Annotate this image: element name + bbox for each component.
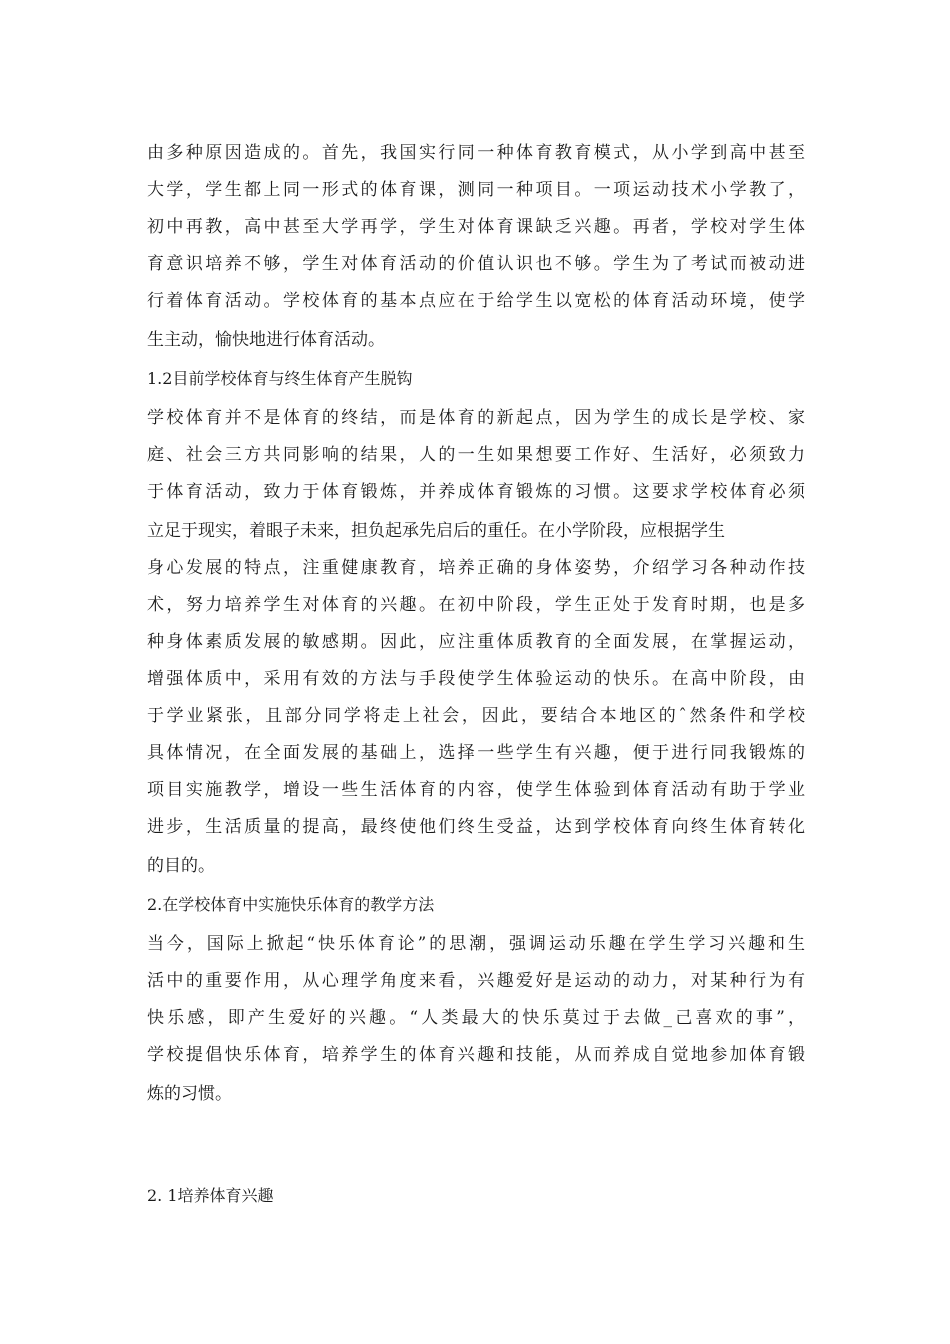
- paragraph-line: 具体情况，在全面发展的基础上，选择一些学生有兴趣，便于进行同我锻炼的: [147, 743, 805, 763]
- paragraph-line: 育意识培养不够，学生对体育活动的价值认识也不够。学生为了考试而被动进: [147, 254, 805, 274]
- paragraph-line: 于体育活动，致力于体育锻炼，并养成体育锻炼的习惯。这要求学校体育必须: [147, 482, 805, 502]
- paragraph-line: 行着体育活动。学校体育的基本点应在于给学生以宽松的体育活动环境，使学: [147, 291, 805, 311]
- paragraph-line: 由多种原因造成的。首先，我国实行同一种体育教育模式，从小学到高中甚至: [147, 143, 805, 163]
- paragraph-line: 快乐感，即产生爱好的兴趣。“人类最大的快乐莫过于去做_己喜欢的事”，: [147, 1008, 805, 1028]
- section-heading: 1.2目前学校体育与终生体育产生脱钩: [147, 369, 413, 388]
- paragraph-line: 当今，国际上掀起“快乐体育论”的思潮，强调运动乐趣在学生学习兴趣和生: [147, 934, 805, 954]
- paragraph-line: 于学业紧张，且部分同学将走上社会，因此，要结合本地区的ˆ然条件和学校: [147, 706, 805, 726]
- paragraph-line: 庭、社会三方共同影响的结果，人的一生如果想要工作好、生活好，必须致力: [147, 445, 805, 465]
- section-heading: 2. 1培养体育兴趣: [147, 1186, 274, 1205]
- paragraph-line: 种身体素质发展的敏感期。因此，应注重体质教育的全面发展，在掌握运动，: [147, 632, 805, 652]
- paragraph-line: 学校提倡快乐体育，培养学生的体育兴趣和技能，从而养成自觉地参加体育锻: [147, 1045, 805, 1065]
- paragraph-line: 术，努力培养学生对体育的兴趣。在初中阶段，学生正处于发育时期，也是多: [147, 595, 805, 615]
- paragraph-line: 炼的习惯。: [147, 1084, 232, 1104]
- paragraph-line: 大学，学生都上同一形式的体育课，测同一种项目。一项运动技术小学教了，: [147, 180, 805, 200]
- paragraph-line: 增强体质中，采用有效的方法与手段使学生体验运动的快乐。在高中阶段，由: [147, 669, 805, 689]
- paragraph-line: 身心发展的特点，注重健康教育，培养正确的身体姿势，介绍学习各种动作技: [147, 558, 805, 578]
- paragraph-line: 活中的重要作用，从心理学角度来看，兴趣爱好是运动的动力，对某种行为有: [147, 971, 805, 991]
- paragraph-line: 立足于现实，着眼子未来，担负起承先启后的重任。在小学阶段，应根据学生: [147, 521, 725, 541]
- section-heading: 2.在学校体育中实施快乐体育的教学方法: [147, 895, 435, 914]
- paragraph-line: 项目实施教学，增设一些生活体育的内容，使学生体验到体育活动有助于学业: [147, 780, 805, 800]
- paragraph-line: 生主动，愉快地进行体育活动。: [147, 330, 385, 350]
- paragraph-line: 初中再教，高中甚至大学再学，学生对体育课缺乏兴趣。再者，学校对学生体: [147, 217, 805, 237]
- paragraph-line: 学校体育并不是体育的终结，而是体育的新起点，因为学生的成长是学校、家: [147, 408, 805, 428]
- paragraph-line: 进步，生活质量的提高，最终使他们终生受益，达到学校体育向终生体育转化: [147, 817, 805, 837]
- paragraph-line: 的目的。: [147, 856, 215, 876]
